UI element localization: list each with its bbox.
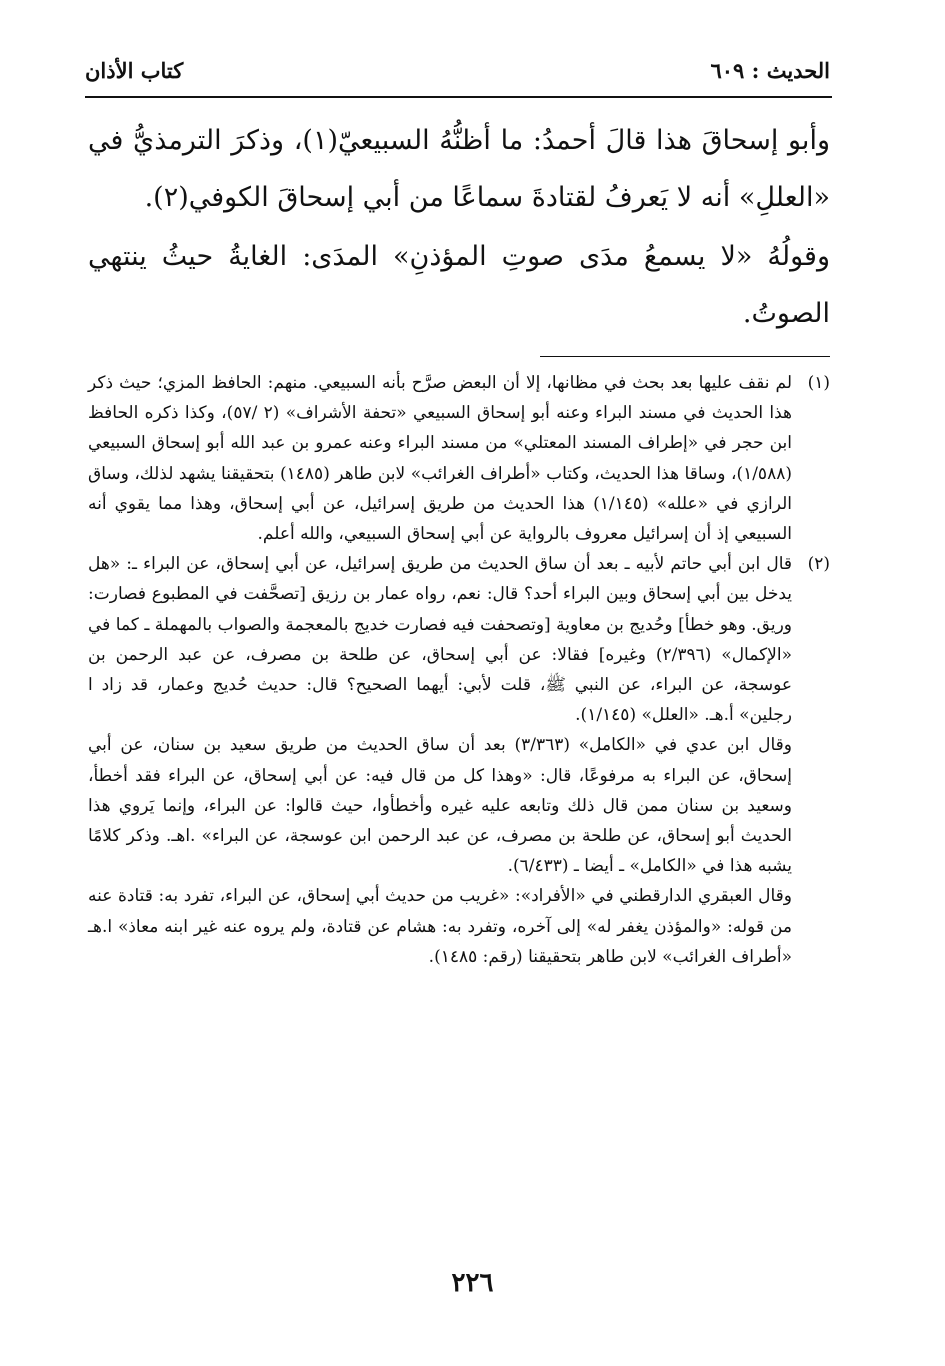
running-header	[85, 58, 830, 83]
footnote-body	[88, 549, 792, 972]
hadith-number-label: الحديث : ٦٠٩	[710, 58, 830, 83]
footnote-marker: (٢)	[807, 554, 830, 575]
footnote-paragraph: لم نقف عليها بعد بحث في مظانها، إلا أن البعض صرَّح بأنه السبيعي. منهم: الحافظ المزي؛ حيث ذكر هذا الحديث في مسند البراء وعنه أبو إسحاق السبيعي «تحفة الأشراف» (٢ /٥٧)، وكذا ذكره الحافظ ابن حجر في «إطراف المسند المعتلي» من مسند البراء وعنه عمرو بن عبد الله أبو إسحاق السبيعي (١/٥٨٨)، وساقا هذا الحديث، وكتاب «أطراف الغرائب» لابن طاهر (١٤٨٥) بتحقيقنا يشهد لذلك، وساق الرازي في «علله» (١/١٤٥) هذا الحديث من طريق إسرائيل، عن أبي إسحاق، وهذا مما يقوي أنه السبيعي إذ أن إسرائيل معروف بالرواية عن أبي إسحاق السبيعي، والله أعلم.	[88, 373, 792, 545]
footnote-separator	[540, 356, 830, 357]
footnote-1	[88, 368, 830, 549]
header-rule	[85, 96, 832, 98]
footnote-marker: (١)	[807, 373, 830, 393]
footnote-body	[88, 368, 792, 549]
main-text	[88, 112, 830, 342]
page-number: ٢٢٦	[451, 1268, 494, 1298]
footnote-paragraph: قال ابن أبي حاتم لأبيه ـ بعد أن ساق الحديث من طريق إسرائيل، عن أبي إسحاق، عن البراء ـ: «هل يدخل بين أبي إسحاق وبين البراء أحد؟ قال: نعم، رواه عمار بن رزيق [تصحَّفت في المطبوع فصارت: وريق. وهو خطأ] وحُديج بن معاوية [وتصحفت فيه فصارت خديج بالمعجمة والصواب بالمهملة ـ كما في «الإكمال» (٢/٣٩٦) وغيره] فقالا: عن أبي إسحاق، عن طلحة بن مصرف، عن عبد الرحمن بن عوسجة، عن البراء، عن النبي ﷺ، قلت لأبي: أيهما الصحيح؟ قال: حديث حُديج وعمار، قد زاد ا رجلين» أ.هـ. «العلل» (١/١٤٥).	[88, 554, 792, 726]
footnote-paragraph: وقال ابن عدي في «الكامل» (٣/٣٦٣) بعد أن ساق الحديث من طريق سعيد بن سنان، عن أبي إسحاق، عن البراء به مرفوعًا، قال: «وهذا كل من قال فيه: عن أبي إسحاق، عن البراء فقد أخطأ، وسعيد بن سنان ممن قال ذلك وتابعه عليه غيره وأخطأوا، حيث قالوا: عن البراء، وإنما يَروي هذا الحديث أبو إسحاق، عن طلحة بن مصرف، عن عبد الرحمن ابن عوسجة، عن البراء» .اهـ. وذكر كلامًا يشبه هذا في «الكامل» ـ أيضا ـ (٦/٤٣٣).	[88, 735, 792, 877]
footnotes	[88, 368, 830, 972]
main-paragraph: وأبو إسحاقَ هذا قالَ أحمدُ: ما أظنُّهُ السبيعيّ(١)، وذكرَ الترمذيُّ في «العللِ» أنه لا يَعرفُ لقتادةَ سماعًا من أبي إسحاقَ الكوفي(٢).	[88, 125, 830, 213]
book-title: كتاب الأذان	[85, 58, 184, 83]
footnote-paragraph: وقال العبقري الدارقطني في «الأفراد»: «غريب من حديث أبي إسحاق، عن البراء، تفرد به: قتادة عنه من قوله: «والمؤذن يغفر له» إلى آخره، وتفرد به: هشام عن قتادة، ولم يروه عنه غير ابنه معاذ» ا.هـ «أطراف الغرائب» لابن طاهر بتحقيقنا (رقم: ١٤٨٥).	[88, 886, 792, 967]
footnote-2	[88, 549, 830, 972]
main-paragraph: وقولُهُ «لا يسمعُ مدَى صوتِ المؤذنِ» المدَى: الغايةُ حيثُ ينتهي الصوتُ.	[88, 241, 830, 329]
